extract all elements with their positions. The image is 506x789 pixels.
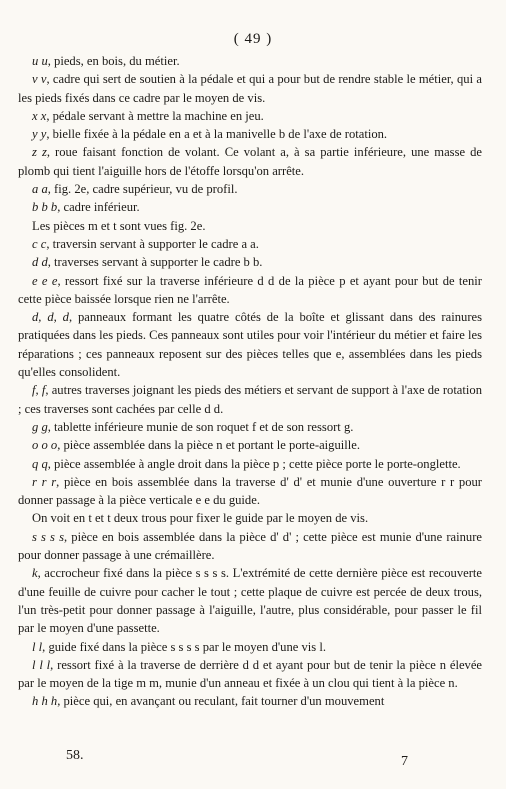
paragraph-10-text: , traverses servant à supporter le cadre b b. <box>47 255 263 270</box>
paragraph-15-lead: o o o <box>32 438 58 453</box>
paragraph-16-text: , pièce assemblée à angle droit dans la pièce p ; cette pièce porte le porte-onglette. <box>47 456 461 471</box>
paragraph-8-text: Les pièces m et t sont vues fig. 2e. <box>32 218 206 233</box>
paragraph-13-lead: f, f <box>32 383 46 398</box>
paragraph-7 <box>18 198 482 216</box>
paragraph-12 <box>18 308 482 381</box>
paragraph-9-lead: c c <box>32 236 47 251</box>
paragraph-15-text: , pièce assemblée dans la pièce n et portant le porte-aiguille. <box>57 438 361 453</box>
paragraph-2 <box>18 70 482 107</box>
paragraph-19-lead: s s s s <box>32 529 64 544</box>
paragraph-11-text: , ressort fixé sur la traverse inférieure d d de la pièce p et ayant pour but de tenir cette pièce baissée lorsque rien ne l'arrête. <box>18 273 482 306</box>
paragraph-5 <box>18 143 482 180</box>
paragraph-12-text: , panneaux formant les quatre côtés de la boîte et glissant dans des rainures pratiquées dans les pieds. Ces panneaux sont utiles pour voir l'intérieur du métier et faire les réparations ; ces panneaux reposent sur des pièces telles que e, assemblées dans les pieds qu'elles consolident. <box>18 310 482 380</box>
folio-number: 7 <box>401 754 408 769</box>
paragraph-9-text: , traversin servant à supporter le cadre a a. <box>46 236 259 251</box>
paragraph-6-text: , fig. 2e, cadre supérieur, vu de profil. <box>47 182 238 197</box>
paragraph-17-text: , pièce en bois assemblée dans la traverse d' d' et munie d'une ouverture r r pour donner passage à la pièce verticale e e du guide. <box>18 474 483 508</box>
paragraph-4-lead: y y <box>32 127 47 142</box>
paragraph-15 <box>18 436 482 454</box>
paragraph-6-lead: a a <box>32 182 48 197</box>
body-text <box>18 52 482 711</box>
paragraph-7-text: , cadre inférieur. <box>57 200 140 215</box>
paragraph-4 <box>18 125 482 143</box>
paragraph-12-lead: d, d, d <box>32 310 69 325</box>
paragraph-13-text: , autres traverses joignant les pieds des métiers et servant de support à l'axe de rotation ; ces traverses sont cachées par celle d d. <box>18 383 482 416</box>
paragraph-4-text: , bielle fixée à la pédale en a et à la manivelle b de l'axe de rotation. <box>46 127 388 142</box>
paragraph-16-lead: q q <box>32 456 48 471</box>
paragraph-23-text: , pièce qui, en avançant ou reculant, fait tourner d'un mouvement <box>57 694 385 709</box>
paragraph-13 <box>18 381 482 418</box>
paragraph-16 <box>18 455 482 473</box>
paragraph-5-text: , roue faisant fonction de volant. Ce volant a, à sa partie inférieure, une masse de plomb qui tient l'aiguille hors de l'étoffe lorsqu'on arrête. <box>18 145 483 178</box>
paragraph-11 <box>18 272 482 309</box>
paragraph-22-text: , ressort fixé à la traverse de derrière d d et ayant pour but de tenir la pièce n élevée par le moyen de la tige m m, munie d'un anneau et fixée à un clou qui tient à la pièce n. <box>18 657 483 691</box>
paragraph-17 <box>18 473 482 510</box>
paragraph-3 <box>18 107 482 125</box>
paragraph-18-text: On voit en t et t deux trous pour fixer le guide par le moyen de vis. <box>32 511 369 526</box>
paragraph-5-lead: z z <box>32 145 47 160</box>
paragraph-3-lead: x x <box>32 108 47 123</box>
paragraph-11-lead: e e e <box>32 273 58 288</box>
paragraph-10-lead: d d <box>32 255 48 270</box>
signature-mark: 58. <box>66 748 84 763</box>
paragraph-14 <box>18 418 482 436</box>
paragraph-17-lead: r r r <box>32 474 57 489</box>
paragraph-1 <box>18 52 482 70</box>
paragraph-1-lead: u u <box>32 54 48 68</box>
paragraph-3-text: , pédale servant à mettre la machine en jeu. <box>46 108 264 123</box>
paragraph-1-text: , pieds, en bois, du métier. <box>47 54 180 68</box>
paragraph-20 <box>18 564 482 637</box>
paragraph-14-lead: g g <box>32 419 48 434</box>
paragraph-20-text: , accrocheur fixé dans la pièce s s s s. L'extrémité de cette dernière pièce est recouverte d'une feuille de cuivre pour cacher le tout ; cette plaque de cuivre est percée de deux trous, l'un très-petit pour donner passage à l'aiguille, l'autre, plus considérable, pour passer le fil par le moyen d'une passette. <box>18 566 482 636</box>
paragraph-18 <box>18 509 482 527</box>
paragraph-19-text: , pièce en bois assemblée dans la pièce d' d' ; cette pièce est munie d'une rainure pour donner passage à une crémaillère. <box>18 529 482 563</box>
paragraph-2-text: , cadre qui sert de soutien à la pédale et qui a pour but de rendre stable le métier, qui a les pieds fixés dans ce cadre par le moyen de vis. <box>18 72 482 105</box>
paragraph-19 <box>18 528 482 565</box>
paragraph-2-lead: v v <box>32 72 47 87</box>
paragraph-22-lead: l l l <box>32 657 51 672</box>
paragraph-21-lead: l l <box>32 639 43 654</box>
paragraph-21-text: , guide fixé dans la pièce s s s s par le moyen d'une vis l. <box>42 639 326 654</box>
paragraph-8 <box>18 217 482 235</box>
paragraph-23 <box>18 692 482 710</box>
page-number: ( 49 ) <box>233 31 273 47</box>
paragraph-23-lead: h h h <box>32 694 58 709</box>
paragraph-7-lead: b b b <box>32 200 58 215</box>
paragraph-14-text: , tablette inférieure munie de son roquet f et de son ressort g. <box>47 419 354 434</box>
paragraph-10 <box>18 253 482 271</box>
paragraph-21 <box>18 638 482 656</box>
paragraph-6 <box>18 180 482 198</box>
page-footer <box>0 748 506 768</box>
paragraph-9 <box>18 235 482 253</box>
paragraph-20-lead: k <box>32 566 38 581</box>
paragraph-22 <box>18 656 482 693</box>
